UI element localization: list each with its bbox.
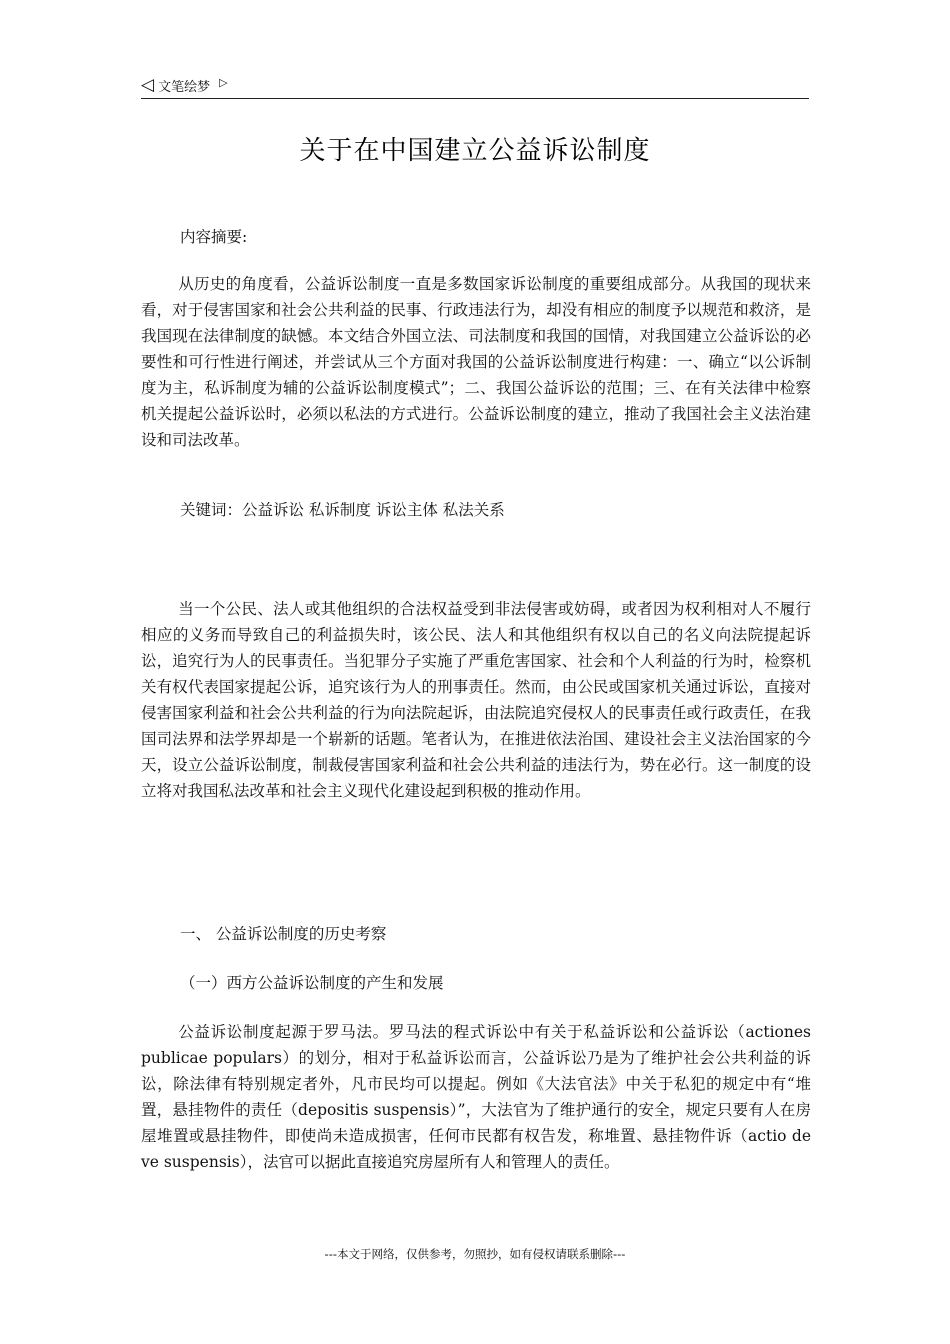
subsection-heading-1: （一）西方公益诉讼制度的产生和发展 (180, 974, 444, 992)
triangle-right-icon: ▷ (219, 75, 228, 89)
abstract-label: 内容摘要: (180, 228, 248, 246)
section-heading-1: 一、 公益诉讼制度的历史考察 (180, 925, 387, 943)
header-text: 文笔绘梦 (158, 79, 211, 95)
page-header (141, 72, 809, 99)
abstract-paragraph: 从历史的角度看，公益诉讼制度一直是多数国家诉讼制度的重要组成部分。从我国的现状来看，对于侵害国家和社会公共利益的民事、行政违法行为，却没有相应的制度予以规范和救济，是我国现在法律制度的缺憾。本文结合外国立法、司法制度和我国的国情，对我国建立公益诉讼的必要性和可行性进行阐述，并尝试从三个方面对我国的公益诉讼制度进行构建：一、确立“以公诉制度为主，私诉制度为辅的公益诉讼制度模式”；二、我国公益诉讼的范围；三、在有关法律中检察机关提起公益诉讼时，必须以私法的方式进行。公益诉讼制度的建立，推动了我国社会主义法治建设和司法改革。 (141, 275, 811, 449)
triangle-left-icon: ◁ (141, 74, 155, 95)
keywords-line: 关键词：公益诉讼 私诉制度 诉讼主体 私法关系 (180, 501, 505, 519)
document-title: 关于在中国建立公益诉讼制度 (299, 136, 651, 166)
page-footer: ---本文于网络，仅供参考，勿照抄，如有侵权请联系删除--- (324, 1247, 626, 1261)
section1-paragraph: 公益诉讼制度起源于罗马法。罗马法的程式诉讼中有关于私益诉讼和公益诉讼（actiones publicae populars）的划分，相对于私益诉讼而言，公益诉讼乃是为了维护社会公共利益的诉讼，除法律有特别规定者外，凡市民均可以提起。例如《大法官法》中关于私犯的规定中有“堆置，悬挂物件的责任（depositis suspensis）”，大法官为了维护通行的安全，规定只要有人在房屋堆置或悬挂物件，即使尚未造成损害，任何市民都有权告发，称堆置、悬挂物件诉（actio de ve suspensis），法官可以据此直接追究房屋所有人和管理人的责任。 (141, 1023, 811, 1171)
intro-paragraph: 当一个公民、法人或其他组织的合法权益受到非法侵害或妨碍，或者因为权利相对人不履行相应的义务而导致自己的利益损失时，该公民、法人和其他组织有权以自己的名义向法院提起诉讼，追究行为人的民事责任。当犯罪分子实施了严重危害国家、社会和个人利益的行为时，检察机关有权代表国家提起公诉，追究该行为人的刑事责任。然而，由公民或国家机关通过诉讼，直接对侵害国家利益和社会公共利益的行为向法院起诉，由法院追究侵权人的民事责任或行政责任，在我国司法界和法学界却是一个崭新的话题。笔者认为，在推进依法治国、建设社会主义法治国家的今天，设立公益诉讼制度，制裁侵害国家利益和社会公共利益的违法行为，势在必行。这一制度的设立将对我国私法改革和社会主义现代化建设起到积极的推动作用。 (141, 600, 811, 800)
